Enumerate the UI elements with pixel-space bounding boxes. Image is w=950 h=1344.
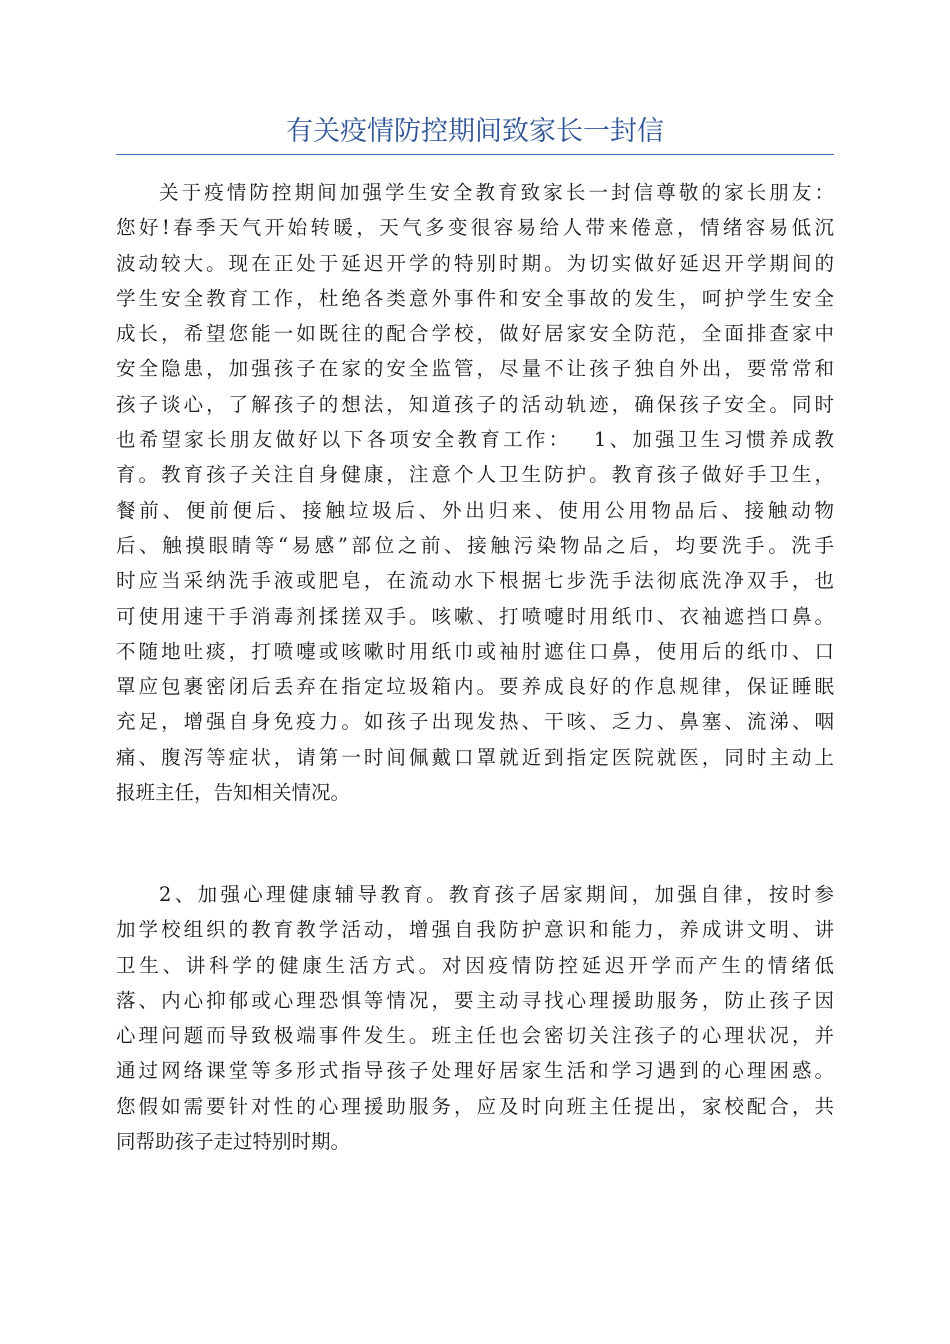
text-line: 同帮助孩子走过特别时期。 [116,1130,351,1154]
text-line: 时应当采纳洗手液或肥皂，在流动水下根据七步洗手法彻底洗净双手，也 [116,569,834,593]
text-line: 餐前、便前便后、接触垃圾后、外出归来、使用公用物品后、接触动物 [116,498,834,522]
text-line: 痛、腹泻等症状，请第一时间佩戴口罩就近到指定医院就医，同时主动上 [116,745,834,769]
text-line: 罩应包裹密闭后丢弃在指定垃圾箱内。要养成良好的作息规律，保证睡眠 [116,675,834,699]
text-line: 安全隐患，加强孩子在家的安全监管，尽量不让孩子独自外出，要常常和 [116,357,834,381]
text-line: 您好!春季天气开始转暖，天气多变很容易给人带来倦意，情绪容易低沉 [116,216,834,240]
text-line: 波动较大。现在正处于延迟开学的特别时期。为切实做好延迟开学期间的 [116,251,834,275]
text-line: 不随地吐痰，打喷嚏或咳嗽时用纸巾或袖肘遮住口鼻，使用后的纸巾、口 [116,639,834,663]
text-line: 通过网络课堂等多形式指导孩子处理好居家生活和学习遇到的心理困惑。 [116,1059,834,1083]
text-line: 孩子谈心，了解孩子的想法，知道孩子的活动轨迹，确保孩子安全。同时 [116,392,834,416]
document-title: 有关疫情防控期间致家长一封信 [286,116,664,147]
text-line: 成长，希望您能一如既往的配合学校，做好居家安全防范，全面排查家中 [116,322,834,346]
title-underline [116,154,834,155]
text-line: 学生安全教育工作，杜绝各类意外事件和安全事故的发生，呵护学生安全 [116,286,834,310]
text-line: 心理问题而导致极端事件发生。班主任也会密切关注孩子的心理状况，并 [116,1024,834,1048]
text-line: 2、加强心理健康辅导教育。教育孩子居家期间，加强自律，按时参 [159,883,834,906]
text-line: 后、触摸眼睛等“易感”部位之前、接触污染物品之后，均要洗手。洗手 [116,533,834,557]
text-line: 也希望家长朋友做好以下各项安全教育工作： 1、加强卫生习惯养成教 [116,428,834,452]
text-line: 报班主任，告知相关情况。 [116,781,351,805]
text-line: 可使用速干手消毒剂揉搓双手。咳嗽、打喷嚏时用纸巾、衣袖遮挡口鼻。 [116,604,834,628]
text-line: 关于疫情防控期间加强学生安全教育致家长一封信尊敬的家长朋友： [159,181,834,204]
text-line: 加学校组织的教育教学活动，增强自我防护意识和能力，养成讲文明、讲 [116,918,834,942]
text-line: 卫生、讲科学的健康生活方式。对因疫情防控延迟开学而产生的情绪低 [116,953,834,977]
text-line: 充足，增强自身免疫力。如孩子出现发热、干咳、乏力、鼻塞、流涕、咽 [116,710,834,734]
paragraph-2 [116,877,834,1159]
text-line: 育。教育孩子关注自身健康，注意个人卫生防护。教育孩子做好手卫生， [116,463,834,487]
text-line: 您假如需要针对性的心理援助服务，应及时向班主任提出，家校配合，共 [116,1094,834,1118]
text-line: 落、内心抑郁或心理恐惧等情况，要主动寻找心理援助服务，防止孩子因 [116,988,834,1012]
paragraph-1 [116,175,834,810]
